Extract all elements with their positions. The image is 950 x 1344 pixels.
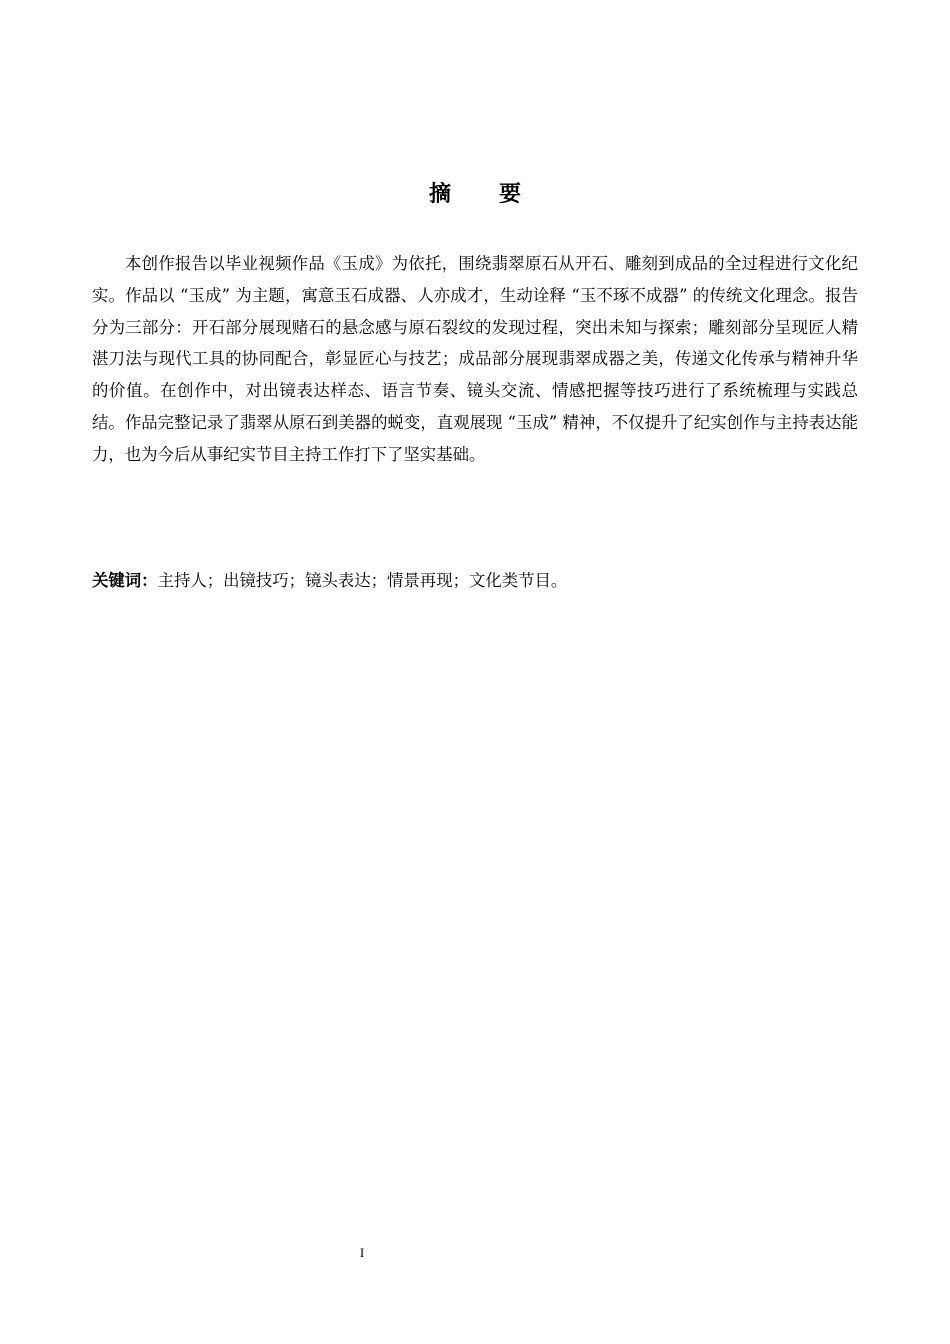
keywords-label: 关键词： [92, 571, 158, 590]
title-char-2: 要 [499, 182, 522, 207]
abstract-paragraph: 本创作报告以毕业视频作品《玉成》为依托，围绕翡翠原石从开石、雕刻到成品的全过程进行文化纪实。作品以 “玉成” 为主题，寓意玉石成器、人亦成才，生动诠释 “玉不琢不成器” 的传统文化理念。报告分为三部分：开石部分展现赌石的悬念感与原石裂纹的发现过程，突出未知与探索；雕刻部分呈现匠人精湛刀法与现代工具的协同配合，彰显匠心与技艺；成品部分展现翡翠成器之美，传递文化传承与精神升华的价值。在创作中，对出镜表达样态、语言节奏、镜头交流、情感把握等技巧进行了系统梳理与实践总结。作品完整记录了翡翠从原石到美器的蜕变，直观展现 “玉成” 精神，不仅提升了纪实创作与主持表达能力，也为今后从事纪实节目主持工作打下了坚实基础。 [92, 254, 858, 464]
page-number: I [359, 1245, 365, 1260]
keywords-line [92, 565, 858, 596]
page-title [0, 178, 950, 212]
keywords-value: 主持人；出镜技巧；镜头表达；情景再现；文化类节目。 [157, 571, 568, 590]
title-char-1: 摘 [428, 182, 451, 207]
